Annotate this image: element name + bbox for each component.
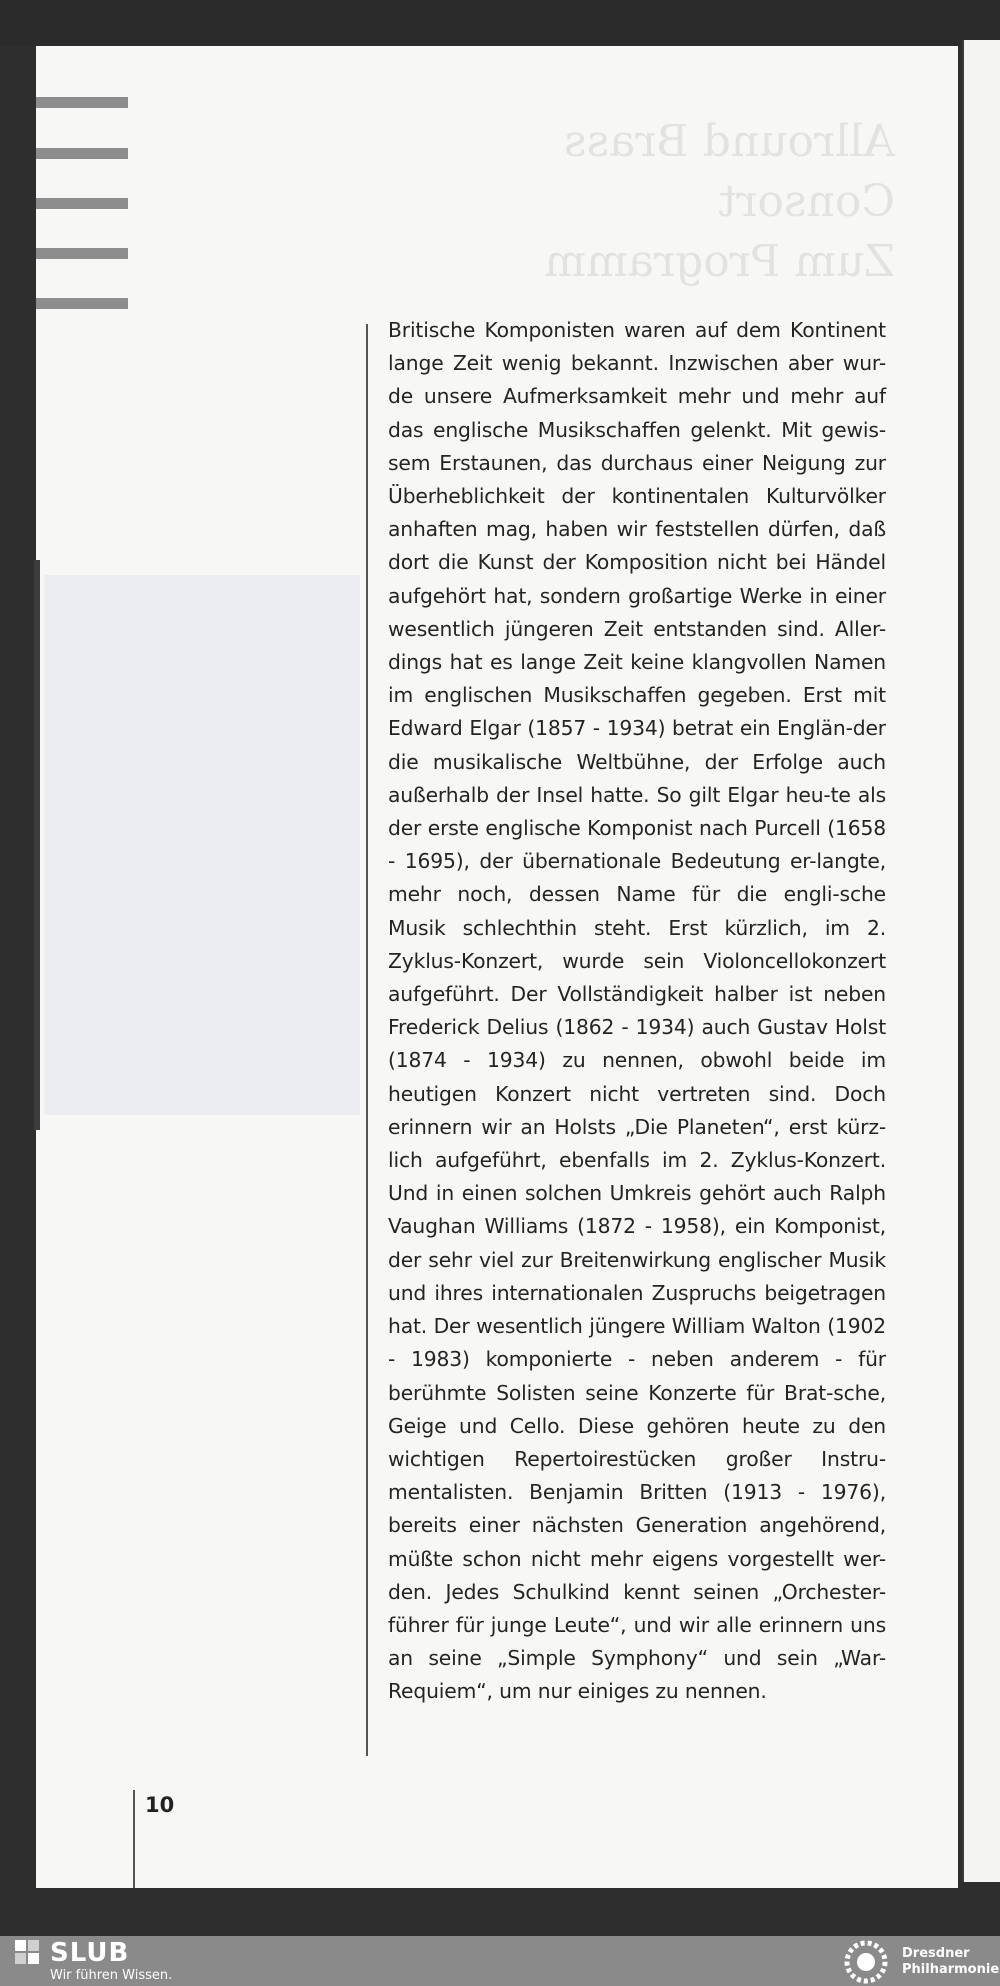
- philharmonie-logo-icon[interactable]: [842, 1940, 890, 1984]
- show-through-subtitle: Zum Programm: [544, 236, 895, 287]
- slub-logo-icon[interactable]: [14, 1939, 40, 1965]
- binding-shadow: [34, 560, 40, 1130]
- page-number-rule: [133, 1790, 135, 1888]
- page-number: 10: [145, 1793, 175, 1817]
- next-page-edge: [962, 40, 1000, 1882]
- show-through-title: Allround Brass Consort: [563, 116, 895, 227]
- register-tab-bar: [36, 148, 128, 159]
- scan-border-top: [0, 0, 1000, 46]
- article-body-text: Britische Komponisten waren auf dem Kontinent lange Zeit wenig bekannt. Inzwischen aber wur-de unsere Aufmerksamkeit mehr und mehr auf das englische Musikschaffen gelenkt. Mit gewis-sem Erstaunen, das durchaus einer Neigung zur Überheblichkeit der kontinentalen Kulturvölker anhaften mag, haben wir feststellen dürfen, daß dort die Kunst der Komposition nicht bei Händel aufgehört hat, sondern großartige Werke in einer wesentlich jüngeren Zeit entstanden sind. Aller-dings hat es lange Zeit keine klangvollen Namen im englischen Musikschaffen gegeben. Erst mit Edward Elgar (1857 - 1934) betrat ein Englän-der die musikalische Weltbühne, der Erfolge auch außerhalb der Insel hatte. So gilt Elgar heu-te als der erste englische Komponist nach Purcell (1658 - 1695), der übernationale Bedeutung er-langte, mehr noch, dessen Name für die engli-sche Musik schlechthin steht. Erst kürzlich, im 2. Zyklus-Konzert, wurde sein Violoncellokonzert aufgeführt. Der Vollständigkeit halber ist neben Frederick Delius (1862 - 1934) auch Gustav Holst (1874 - 1934) zu nennen, obwohl beide im heutigen Konzert nicht vertreten sind. Doch erinnern wir an Holsts „Die Planeten“, erst kürz-lich aufgeführt, ebenfalls im 2. Zyklus-Konzert. Und in einen solchen Umkreis gehört auch Ralph Vaughan Williams (1872 - 1958), ein Komponist, der sehr viel zur Breitenwirkung englischer Musik und ihres internationalen Zuspruchs beigetragen hat. Der wesentlich jüngere William Walton (1902 - 1983) komponierte - neben anderem - für berühmte Solisten seine Konzerte für Brat-sche, Geige und Cello. Diese gehören heute zu den wichtigen Repertoirestücken großer Instru-mentalisten. Benjamin Britten (1913 - 1976), bereits einer nächsten Generation angehörend, müßte schon nicht mehr eigens vorgestellt wer-den. Jedes Schulkind kennt seinen „Orchester-führer für junge Leute“, und wir alle erinnern uns an seine „Simple Symphony“ und sein „War-Requiem“, um nur einiges zu nennen.: [388, 318, 886, 1704]
- library-claim: Wir führen Wissen.: [50, 1968, 173, 1983]
- show-through-heading: [395, 112, 895, 287]
- column-rule: [366, 324, 368, 1756]
- register-tab-bar: [36, 248, 128, 259]
- register-tab-bar: [36, 298, 128, 309]
- partner-name: Dresdner Philharmonie: [902, 1946, 1000, 1977]
- show-through-image: [44, 575, 360, 1115]
- library-name[interactable]: SLUB: [50, 1938, 130, 1968]
- register-tab-bar: [36, 198, 128, 209]
- register-tab-bar: [36, 97, 128, 108]
